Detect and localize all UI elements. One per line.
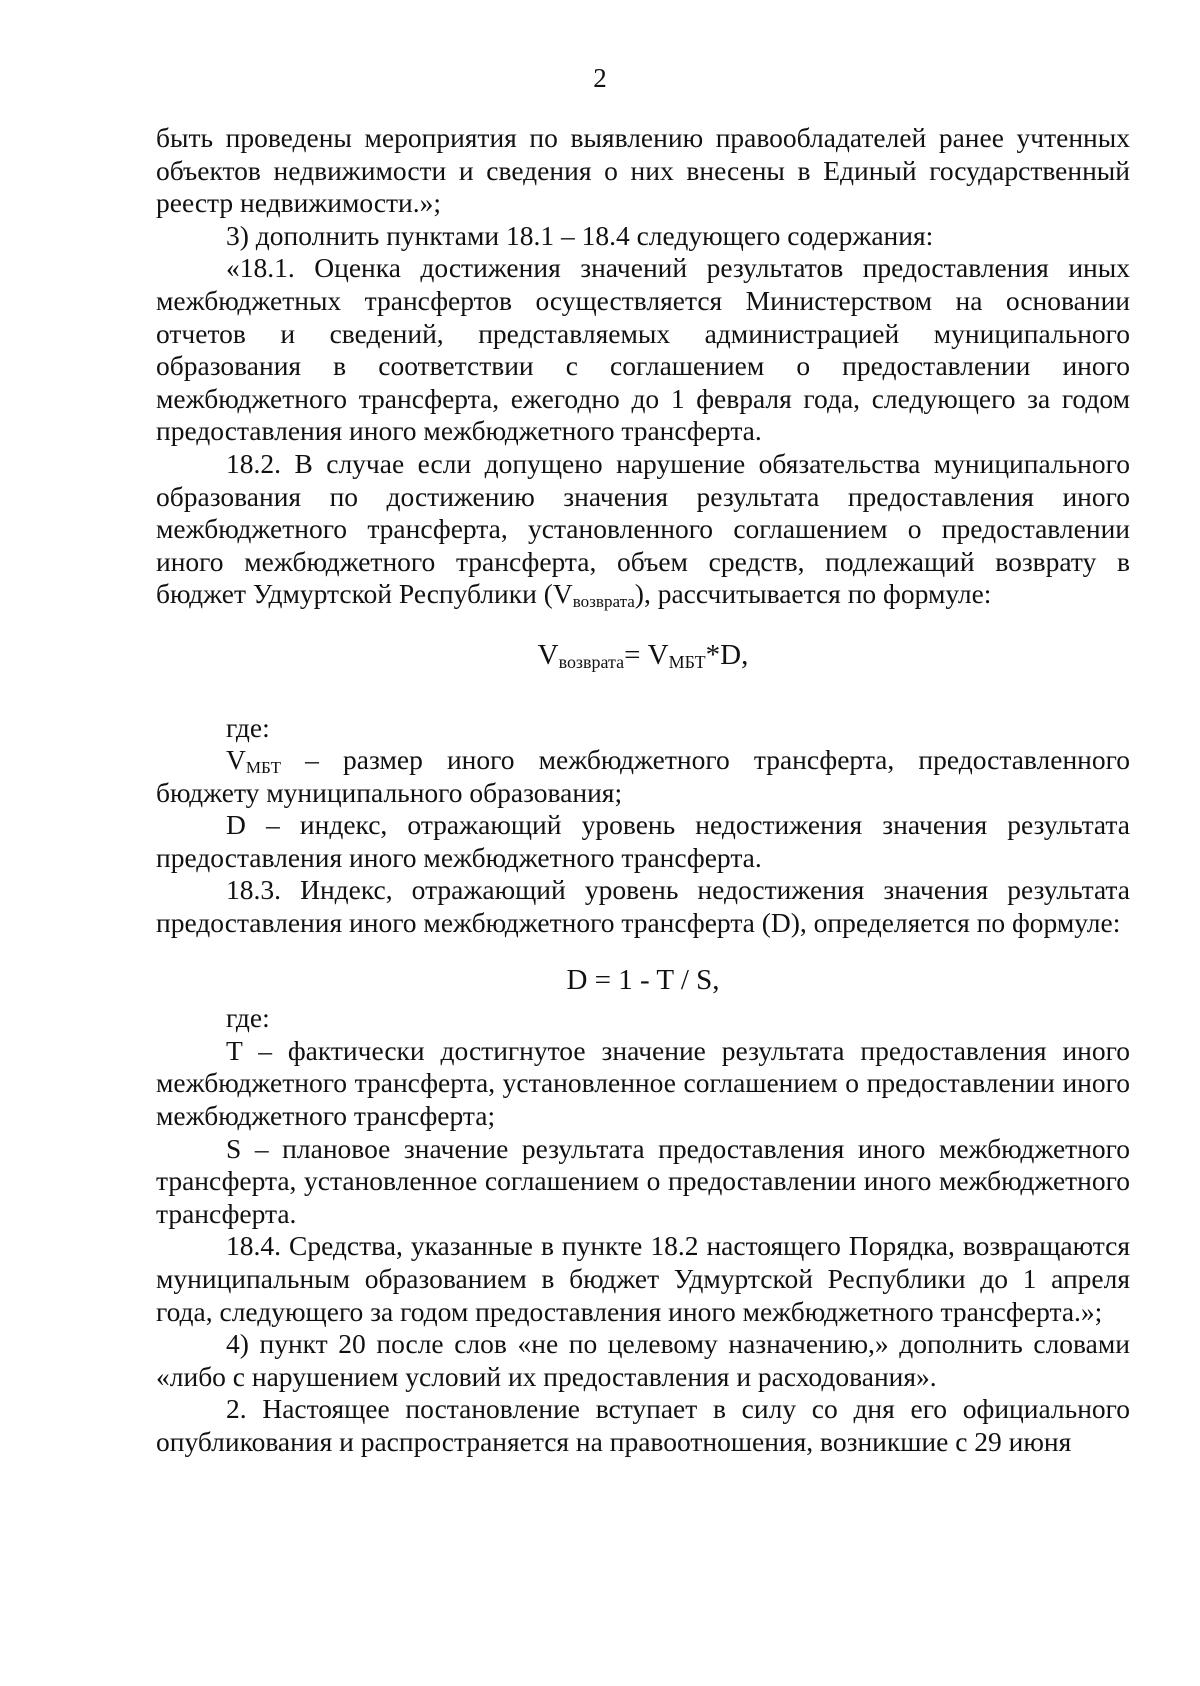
formula1-mbt-subscript: МБТ	[668, 651, 706, 672]
clause-18-3-paragraph: 18.3. Индекс, отражающий уровень недостижения значения результата предоставления иного межбюджетного трансферта (D), определяется по формуле:	[156, 874, 1130, 939]
vmbt-text: – размер иного межбюджетного трансферта, предоставленного бюджету муниципального образования;	[156, 744, 1130, 808]
definition-vmbt	[156, 744, 1130, 809]
formula1-equals: = V	[624, 638, 669, 671]
definition-s: S – плановое значение результата предоставления иного межбюджетного трансферта, установленное соглашением о предоставлении иного межбюджетного трансферта.	[156, 1132, 1130, 1229]
definition-t: T – фактически достигнутое значение результата предоставления иного межбюджетного трансферта, установленное соглашением о предоставлении иного межбюджетного трансферта;	[156, 1034, 1130, 1132]
clause-18-2-text: 18.2. В случае если допущено нарушение обязательства муниципального образования по достижению значения результата предоставления иного межбюджетного трансферта, установленного соглашением о предоставлении иного межбюджетного трансферта, объем средств, подлежащий возврату в бюджет Удмуртской Республики (V	[156, 447, 1130, 610]
formula-return-volume	[156, 639, 1130, 672]
formula1-rest: *D,	[705, 638, 749, 671]
where-label-2: где:	[226, 1002, 270, 1034]
clause-18-2-subscript: возврата	[572, 592, 635, 612]
page-number: 2	[593, 63, 607, 93]
vmbt-subscript: МБТ	[245, 757, 281, 777]
where-label-1: где:	[226, 711, 270, 743]
clause-18-2-last-line: рассчитывается по формуле:	[657, 578, 992, 610]
formula1-v: V	[537, 638, 559, 671]
document-body	[156, 122, 1130, 1459]
formula-index-d: D = 1 - T / S,	[566, 963, 720, 996]
clause-18-2-closing: ),	[634, 578, 651, 610]
point-2-paragraph: 2. Настоящее постановление вступает в силу со дня его официального опубликования и распространяется на правоотношения, возникшие с 29 июня	[156, 1393, 1130, 1457]
clause-18-1-paragraph: «18.1. Оценка достижения значений результатов предоставления иных межбюджетных трансфертов осуществляется Министерством на основании отчетов и сведений, представляемых администрацией муниципального образования в соответствии с соглашением о предоставлении иного межбюджетного трансферта, ежегодно до 1 февраля года, следующего за годом предоставления иного межбюджетного трансферта.	[156, 252, 1130, 447]
item-3-paragraph: 3) дополнить пунктами 18.1 – 18.4 следующего содержания:	[226, 219, 934, 251]
definition-d: D – индекс, отражающий уровень недостижения значения результата предоставления иного межбюджетного трансферта.	[156, 809, 1130, 873]
vmbt-symbol: V	[226, 744, 246, 776]
formula1-v-subscript: возврата	[558, 651, 625, 672]
item-4-paragraph: 4) пункт 20 после слов «не по целевому назначению,» дополнить словами «либо с нарушением условий их предоставления и расходования».	[156, 1328, 1130, 1392]
continuation-paragraph: быть проведены мероприятия по выявлению правообладателей ранее учтенных объектов недвижимости и сведения о них внесены в Единый государственный реестр недвижимости.»;	[156, 122, 1130, 219]
clause-18-4-paragraph: 18.4. Средства, указанные в пункте 18.2 настоящего Порядка, возвращаются муниципальным образованием в бюджет Удмуртской Республики до 1 апреля года, следующего за годом предоставления иного межбюджетного трансферта.»;	[156, 1230, 1130, 1327]
clause-18-2-paragraph	[156, 448, 1130, 611]
